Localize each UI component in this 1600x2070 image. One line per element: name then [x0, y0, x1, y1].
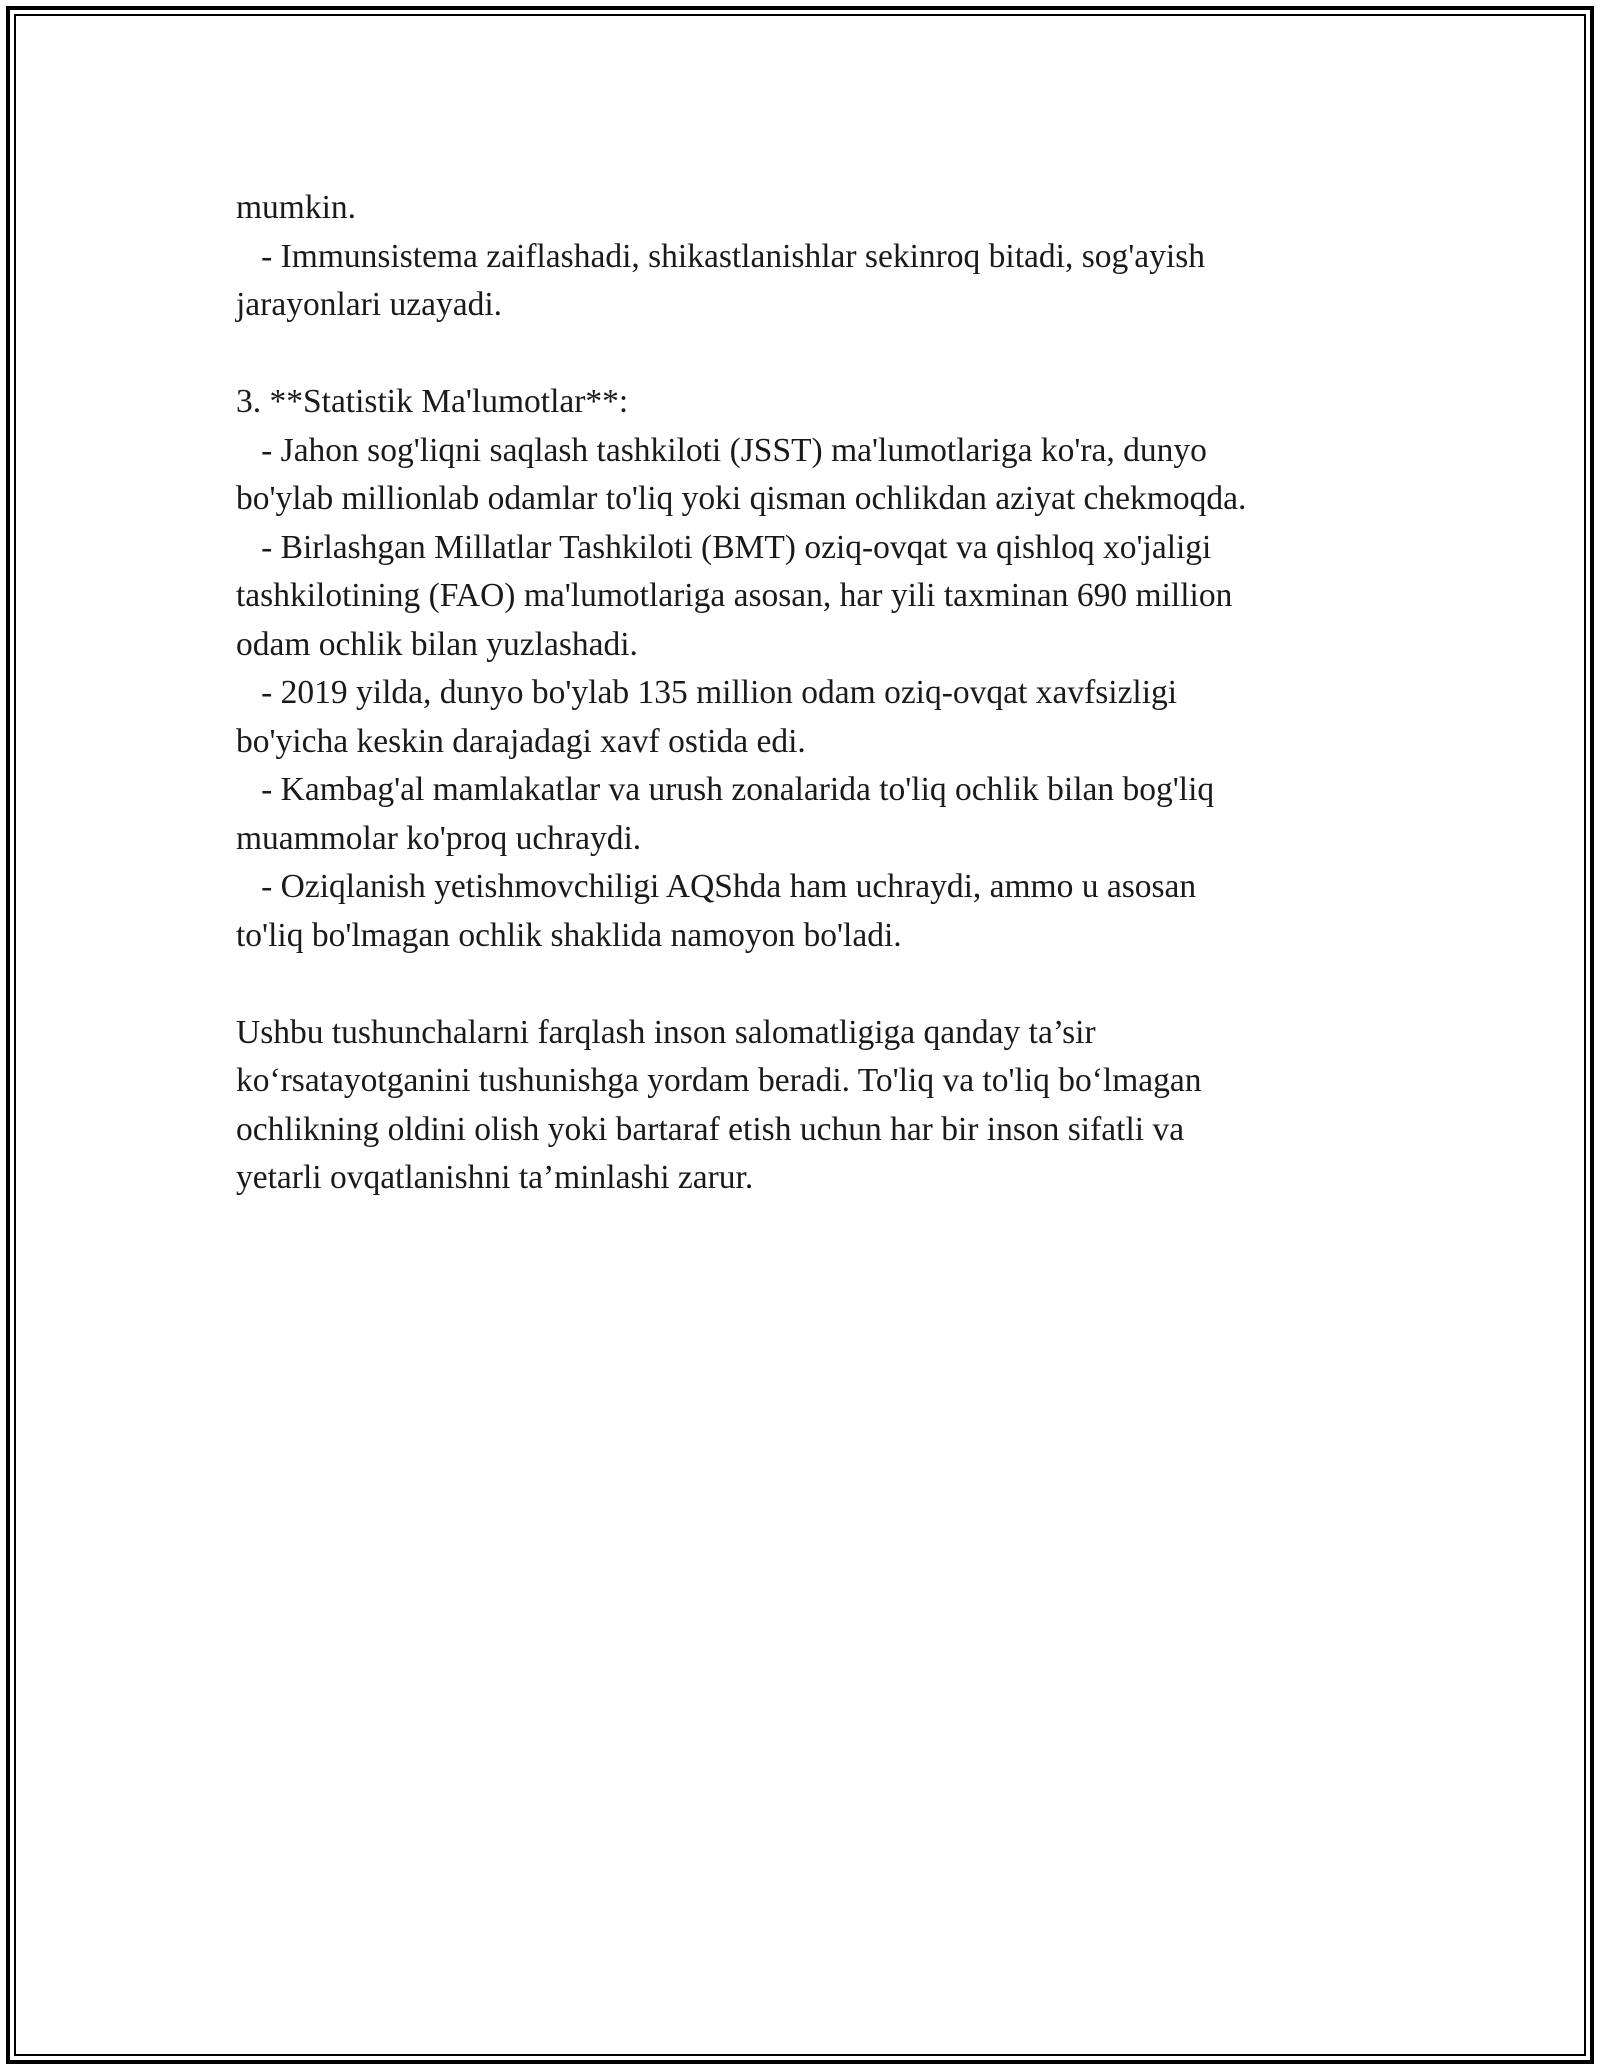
text-line: to'liq bo'lmagan ochlik shaklida namoyon bo'ladi.	[236, 916, 902, 954]
text-line: - Oziqlanish yetishmovchiligi AQShda ham uchraydi, ammo u asosan	[236, 868, 1197, 905]
paragraph-gap	[236, 960, 1366, 1009]
section-heading: 3. **Statistik Ma'lumotlar**:	[236, 383, 629, 420]
text-line: - Jahon sog'liqni saqlash tashkiloti (JSST) ma'lumotlariga ko'ra, dunyo	[236, 431, 1207, 469]
text-line: ochlikning oldini olish yoki bartaraf etish uchun har bir inson sifatli va	[236, 1110, 1185, 1148]
text-line: jarayonlari uzayadi.	[236, 286, 503, 323]
text-line: - Birlashgan Millatlar Tashkiloti (BMT) oziq-ovqat va qishloq xo'jaligi	[236, 528, 1212, 566]
text-line: muammolar ko'proq uchraydi.	[236, 819, 642, 857]
text-line: - Immunsistema zaiflashadi, shikastlanishlar sekinroq bitadi, sog'ayish	[236, 237, 1205, 275]
text-line: tashkilotining (FAO) ma'lumotlariga asosan, har yili taxminan 690 million	[236, 577, 1233, 614]
text-line: bo'ylab millionlab odamlar to'liq yoki qisman ochlikdan aziyat chekmoqda.	[236, 480, 1247, 517]
document-body	[236, 184, 1366, 1203]
text-line: yetarli ovqatlanishni ta’minlashi zarur.	[236, 1159, 754, 1196]
text-line: odam ochlik bilan yuzlashadi.	[236, 625, 638, 663]
text-line: mumkin.	[236, 189, 357, 226]
text-line: - Kambag'al mamlakatlar va urush zonalarida to'liq ochlik bilan bog'liq	[236, 771, 1215, 808]
text-line: ko‘rsatayotganini tushunishga yordam beradi. To'liq va to'liq bo‘lmagan	[236, 1062, 1202, 1099]
text-line: - 2019 yilda, dunyo bo'ylab 135 million odam oziq-ovqat xavfsizligi	[236, 674, 1178, 711]
paragraph-gap	[236, 330, 1366, 379]
text-line: bo'yicha keskin darajadagi xavf ostida edi.	[236, 722, 806, 760]
text-line: Ushbu tushunchalarni farqlash inson salomatligiga qanday ta’sir	[236, 1013, 1096, 1051]
